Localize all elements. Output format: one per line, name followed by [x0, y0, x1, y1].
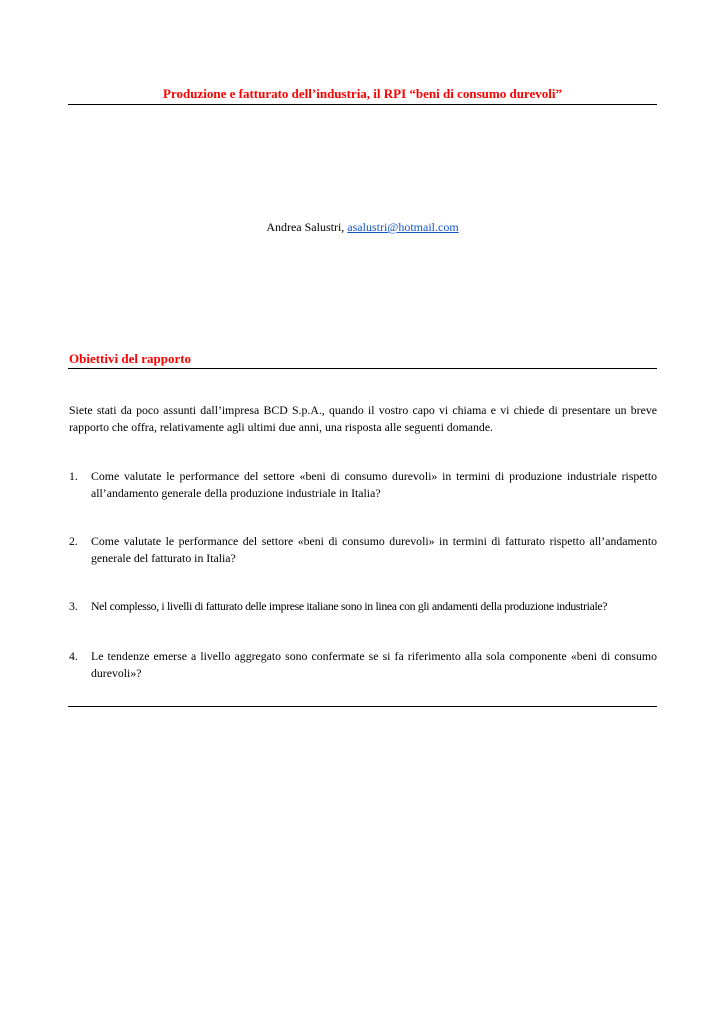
- page-title: Produzione e fatturato dell’industria, il RPI “beni di consumo durevoli”: [163, 86, 562, 101]
- list-item-number: 1.: [69, 469, 78, 483]
- title-divider: [68, 104, 657, 105]
- author-email-link[interactable]: asalustri@hotmail.com: [347, 220, 459, 234]
- list-item-number: 2.: [69, 534, 78, 548]
- list-item-number: 4.: [69, 649, 78, 663]
- intro-paragraph: Siete stati da poco assunti dall’impresa BCD S.p.A., quando il vostro capo vi chiama e vi chiede di presentare un breve rapporto che offra, relativamente agli ultimi due anni, una risposta alle seguenti domande.: [69, 403, 657, 434]
- author-name: Andrea Salustri,: [266, 220, 348, 234]
- list-item-number: 3.: [69, 599, 78, 613]
- section-divider: [68, 368, 657, 369]
- list-item-text: Come valutate le performance del settore «beni di consumo durevoli» in termini di produzione industriale rispetto all’andamento generale della produzione industriale in Italia?: [91, 469, 657, 500]
- list-item-text: Le tendenze emerse a livello aggregato sono confermate se si fa riferimento alla sola componente «beni di consumo durevoli»?: [91, 649, 657, 680]
- bottom-divider: [68, 706, 657, 707]
- section-heading: Obiettivi del rapporto: [69, 351, 192, 366]
- list-item-text: Come valutate le performance del settore «beni di consumo durevoli» in termini di fatturato rispetto all’andamento generale del fatturato in Italia?: [91, 534, 657, 565]
- list-item-text: Nel complesso, i livelli di fatturato delle imprese italiane sono in linea con gli andamenti della produzione industriale?: [91, 599, 608, 613]
- author-line: [68, 220, 657, 235]
